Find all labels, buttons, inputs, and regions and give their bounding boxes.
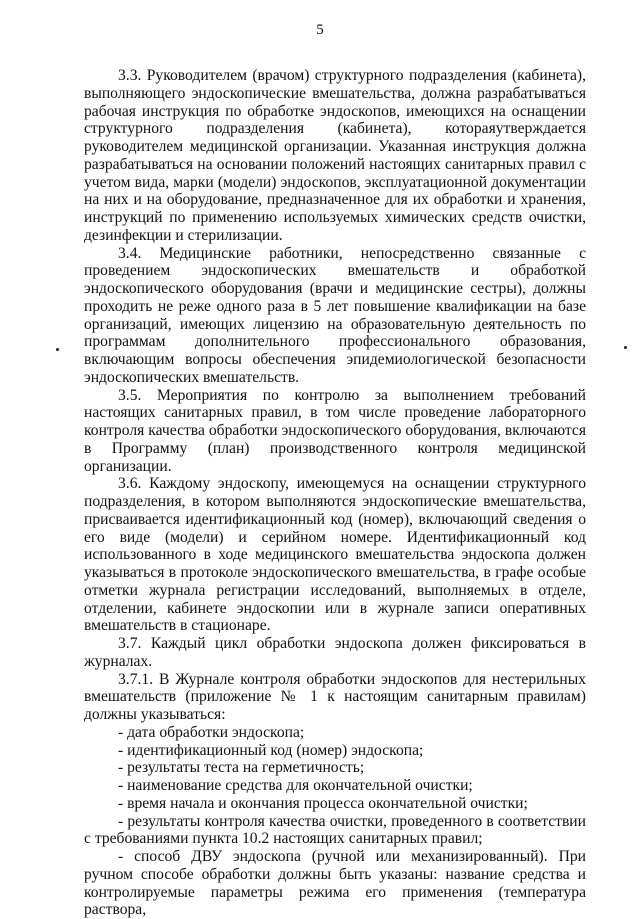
paragraph-3-7-1: 3.7.1. В Журнале контроля обработки эндоскопов для нестерильных вмешательств (приложение № 1 к настоящим санитарным правилам) должны указываться: xyxy=(84,670,586,723)
list-item-leak-test: - результаты теста на герметичность; xyxy=(118,759,365,777)
document-body xyxy=(84,67,586,919)
list-item-id-code: - идентификационный код (номер) эндоскопа; xyxy=(118,741,424,759)
paragraph-3-3: 3.3. Руководителем (врачом) структурного подразделения (кабинета), выполняющего эндоскопические вмешательства, должна разрабатываться рабочая инструкция по обработке эндоскопов, имеющихся на оснащении структурного подразделения (кабинета), котораяутверждается руководителем медицинской организации. Указанная инструкция должна разрабатываться на основании положений настоящих санитарных правил с учетом вида, марки (модели) эндоскопов, эксплуатационной документации на них и на оборудование, предназначенное для их обработки и хранения, инструкций по применению используемых химических средств очистки, дезинфекции и стерилизации. xyxy=(84,67,586,244)
list-item-date: - дата обработки эндоскопа; xyxy=(118,723,305,741)
paragraph-3-6: 3.6. Каждому эндоскопу, имеющемуся на оснащении структурного подразделения, в котором выполняются эндоскопические вмешательства, присваивается идентификационный код (номер), включающий сведения о его виде (модели) и серийном номере. Идентификационный код использованного в ходе медицинского вмешательства эндоскопа должен указываться в протоколе эндоскопического вмешательства, в графе особые отметки журнала регистрации исследований, выполняемых в отделе, отделении, кабинете эндоскопии или в журнале записи оперативных вмешательств в стационаре. xyxy=(84,475,586,635)
list-item-dvu-method: - способ ДВУ эндоскопа (ручной или механизированный). При ручном способе обработки должны быть указаны: название средства и контролируемые параметры режима его применения (температура раствора, xyxy=(84,848,586,919)
list-item-cleaning-time: - время начала и окончания процесса окончательной очистки; xyxy=(118,794,528,812)
list-item-quality-control: - результаты контроля качества очистки, проведенного в соответствии с требованиями пункта 10.2 настоящих санитарных правил; xyxy=(84,812,586,848)
margin-dot-right xyxy=(624,346,627,349)
list-item-cleaning-agent: - наименование средства для окончательной очистки; xyxy=(118,777,473,794)
paragraph-3-4: 3.4. Медицинские работники, непосредственно связанные с проведением эндоскопических вмешательств и обработкой эндоскопического оборудования (врачи и медицинские сестры), должны проходить не реже одного раза в 5 лет повышение квалификации на базе организаций, имеющих лицензию на образовательную деятельность по программам дополнительного профессионального образования, включающим вопросы обеспечения эпидемиологической безопасности эндоскопических вмешательств. xyxy=(84,244,586,386)
paragraph-3-5: 3.5. Мероприятия по контролю за выполнением требований настоящих санитарных правил, в том числе проведение лабораторного контроля качества обработки эндоскопического оборудования, включаются в Программу (план) производственного контроля медицинской организации. xyxy=(84,386,586,475)
paragraph-3-7: 3.7. Каждый цикл обработки эндоскопа должен фиксироваться в журналах. xyxy=(84,635,586,670)
page-number: 5 xyxy=(316,22,324,38)
margin-dot-left xyxy=(56,348,59,351)
